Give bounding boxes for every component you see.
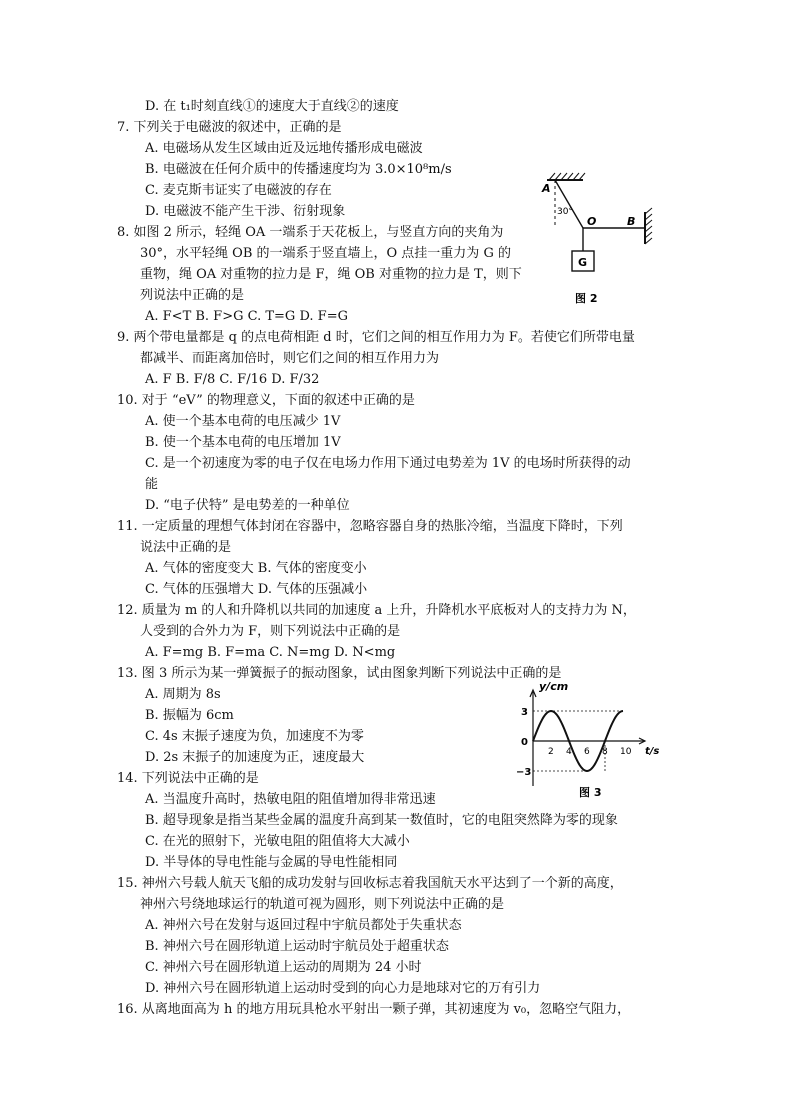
q13-option-b: B. 振幅为 6cm: [145, 708, 234, 723]
figure-2-diagram: [535, 168, 685, 308]
x-tick-label: 6: [584, 747, 590, 757]
question-7: 7. 下列关于电磁波的叙述中，正确的是: [117, 120, 342, 135]
fig2-label-g: G: [578, 256, 588, 269]
ceiling-hatch: [549, 173, 585, 180]
q15-option-d: D. 神州六号在圆形轨道上运动时受到的向心力是地球对它的万有引力: [145, 981, 541, 996]
question-12-line2: 人受到的合外力为 F，则下列说法中正确的是: [140, 624, 401, 639]
q7-option-b: B. 电磁波在任何介质中的传播速度均为 3.0×10⁸m/s: [145, 162, 452, 177]
y-tick-label: −3: [516, 767, 532, 778]
q14-option-c: C. 在光的照射下，光敏电阻的阻值将大大减小: [145, 834, 410, 849]
figure-3-chart: [505, 678, 675, 798]
fig2-angle-label: 30°: [557, 207, 573, 217]
q15-option-c: C. 神州六号在圆形轨道上运动的周期为 24 小时: [145, 960, 422, 975]
question-12: 12. 质量为 m 的人和升降机以共同的加速度 a 上升，升降机水平底板对人的支持力为 N，: [117, 603, 636, 618]
fig2-label-b: B: [627, 215, 636, 228]
fig2-label-a: A: [542, 182, 551, 195]
q10-option-c-cont: 能: [145, 477, 159, 492]
q15-option-b: B. 神州六号在圆形轨道上运动时宇航员处于超重状态: [145, 939, 449, 954]
question-11: 11. 一定质量的理想气体封闭在容器中，忽略容器自身的热胀冷缩，当温度下降时，下列: [117, 519, 623, 534]
q9-options: A. F B. F/8 C. F/16 D. F/32: [145, 372, 320, 387]
q11-options-cd: C. 气体的压强增大 D. 气体的压强减小: [145, 582, 368, 597]
y-tick-label: 3: [521, 707, 528, 718]
x-tick-label: 2: [548, 747, 554, 757]
fig3-xlabel: t/s: [645, 746, 660, 757]
q10-option-a: A. 使一个基本电荷的电压减少 1V: [145, 414, 341, 429]
q8-options: A. F<T B. F>G C. T=G D. F=G: [145, 309, 348, 324]
question-14: 14. 下列说法中正确的是: [117, 771, 259, 786]
fig2-label-o: O: [587, 215, 597, 228]
question-8-line2: 30°，水平轻绳 OB 的一端系于竖直墙上，O 点挂一重力为 G 的: [140, 246, 511, 261]
fig2-caption: 图 2: [575, 292, 598, 305]
rope-oa: [555, 180, 583, 228]
question-8-line3: 重物，绳 OA 对重物的拉力是 F，绳 OB 对重物的拉力是 T，则下: [140, 267, 522, 282]
x-tick-label: 4: [566, 747, 572, 757]
q14-option-d: D. 半导体的导电性能与金属的导电性能相同: [145, 855, 398, 870]
x-tick-label: 8: [602, 747, 608, 757]
question-11-line2: 说法中正确的是: [140, 540, 232, 555]
wall-hatch: [645, 208, 652, 244]
q13-option-a: A. 周期为 8s: [145, 687, 221, 702]
question-10: 10. 对于 “eV” 的物理意义，下面的叙述中正确的是: [117, 393, 415, 408]
q14-option-b: B. 超导现象是指当某些金属的温度升高到某一数值时，它的电阻突然降为零的现象: [145, 813, 618, 828]
q10-option-b: B. 使一个基本电荷的电压增加 1V: [145, 435, 341, 450]
question-13: 13. 图 3 所示为某一弹簧振子的振动图象，试由图象判断下列说法中正确的是: [117, 666, 562, 681]
question-9-line2: 都减半、而距离加倍时，则它们之间的相互作用力为: [140, 351, 440, 366]
q14-option-a: A. 当温度升高时，热敏电阻的阻值增加得非常迅速: [145, 792, 436, 807]
q15-option-a: A. 神州六号在发射与返回过程中宇航员都处于失重状态: [145, 918, 462, 933]
q7-option-c: C. 麦克斯韦证实了电磁波的存在: [145, 183, 332, 198]
question-8: 8. 如图 2 所示，轻绳 OA 一端系于天花板上，与竖直方向的夹角为: [117, 225, 504, 240]
fig3-ylabel: y/cm: [539, 680, 569, 693]
question-8-line4: 列说法中正确的是: [140, 288, 245, 303]
q13-option-c: C. 4s 末振子速度为负，加速度不为零: [145, 729, 364, 744]
q7-option-d: D. 电磁波不能产生干涉、衍射现象: [145, 204, 346, 219]
q10-option-d: D. “电子伏特” 是电势差的一种单位: [145, 498, 350, 513]
q12-options: A. F=mg B. F=ma C. N=mg D. N<mg: [145, 645, 396, 660]
q6-option-d: D. 在 t₁时刻直线①的速度大于直线②的速度: [145, 99, 399, 114]
question-15-line2: 神州六号绕地球运行的轨道可视为圆形，则下列说法中正确的是: [140, 897, 505, 912]
y-tick-label: 0: [521, 737, 528, 748]
q7-option-a: A. 电磁场从发生区域由近及远地传播形成电磁波: [145, 141, 423, 156]
q13-option-d: D. 2s 末振子的加速度为正，速度最大: [145, 750, 365, 765]
question-9: 9. 两个带电量都是 q 的点电荷相距 d 时，它们之间的相互作用力为 F。若使它们所带电量: [117, 330, 635, 345]
question-16: 16. 从离地面高为 h 的地方用玩具枪水平射出一颗子弹，其初速度为 v₀，忽略空气阻力，: [117, 1002, 631, 1017]
x-tick-label: 10: [620, 747, 632, 757]
q11-options-ab: A. 气体的密度变大 B. 气体的密度变小: [145, 561, 367, 576]
question-15: 15. 神州六号载人航天飞船的成功发射与回收标志着我国航天水平达到了一个新的高度，: [117, 876, 623, 891]
fig3-caption: 图 3: [579, 786, 602, 798]
q10-option-c: C. 是一个初速度为零的电子仅在电场力作用下通过电势差为 1V 的电场时所获得的动: [145, 456, 631, 471]
